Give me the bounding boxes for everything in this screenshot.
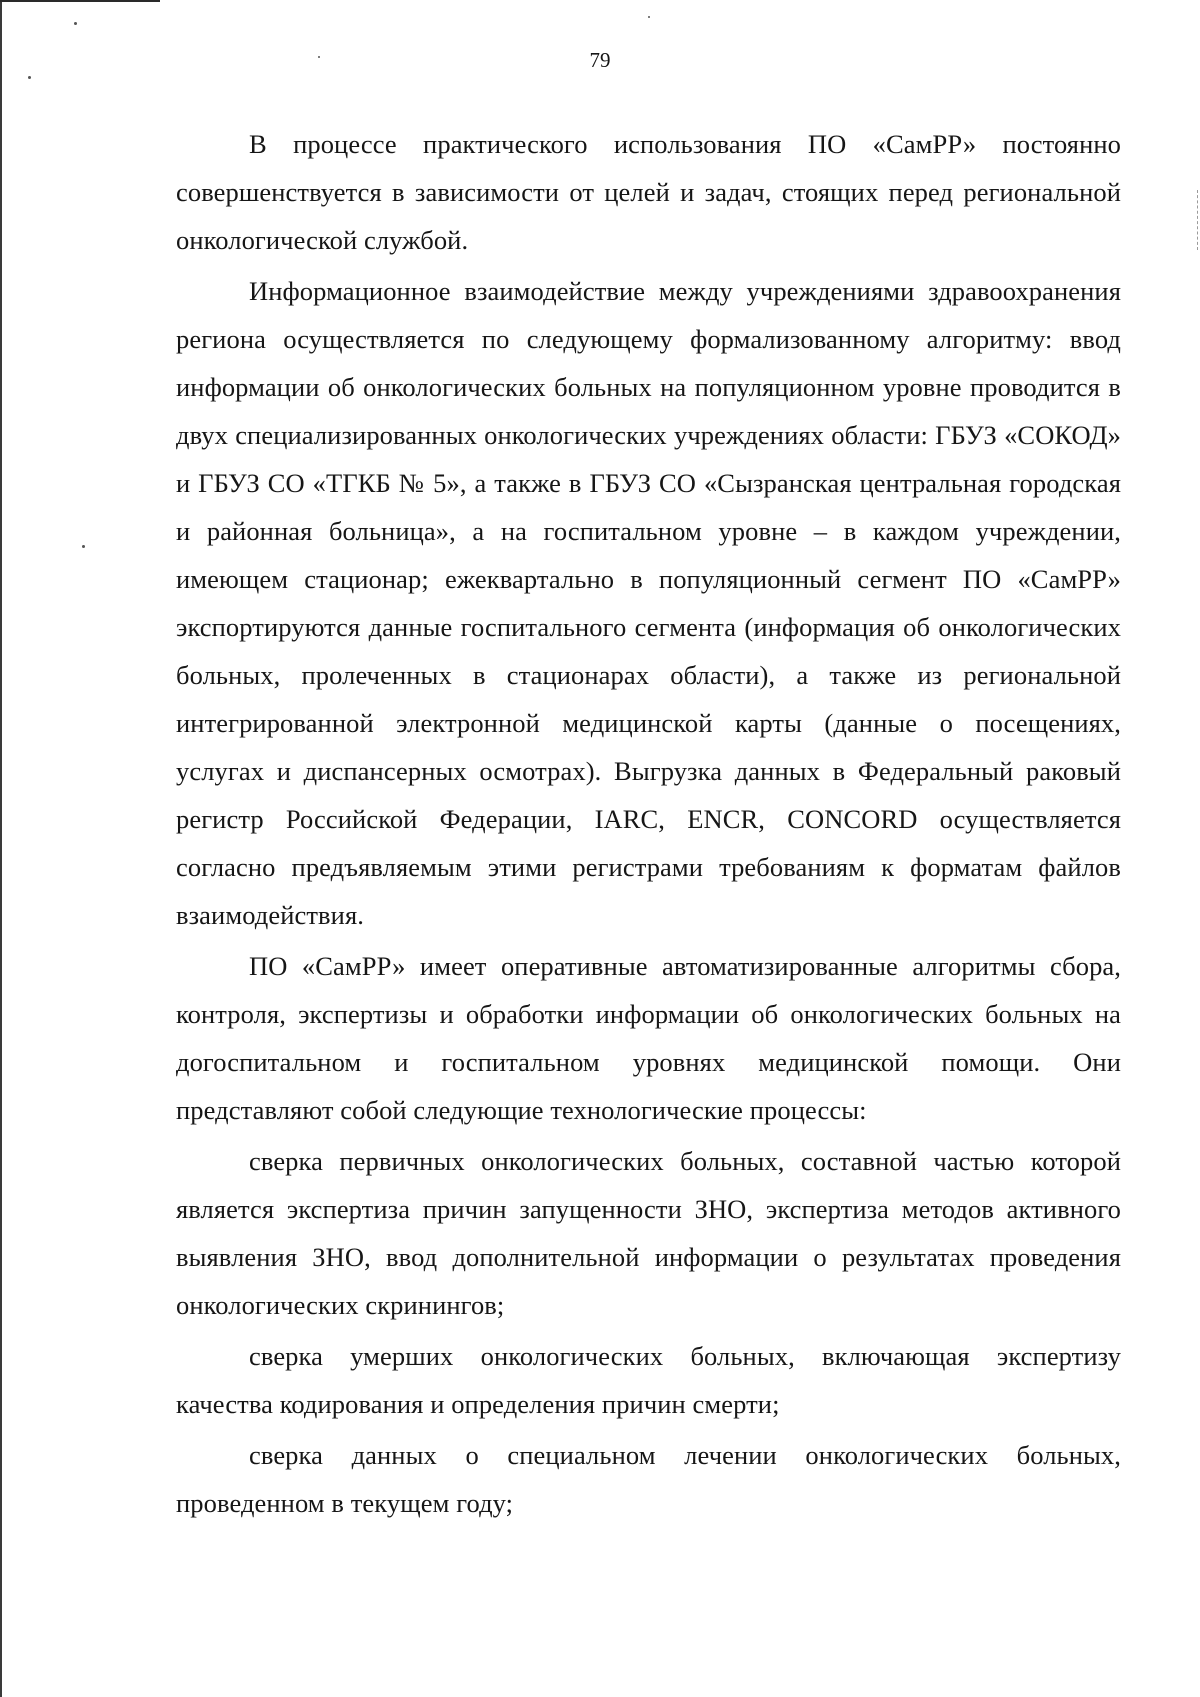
page-number: 79 (589, 48, 611, 72)
scan-speck (82, 545, 85, 548)
list-item: сверка умерших онкологических больных, включающая экспертизу качества кодирования и определения причин смерти; (176, 1341, 1121, 1419)
list-item: сверка первичных онкологических больных, составной частью которой является экспертиза причин запущенности ЗНО, экспертиза методов активного выявления ЗНО, ввод дополнительной информации о результатах проведения онкологических скринингов; (176, 1146, 1121, 1320)
scan-right-edge (1196, 190, 1198, 250)
paragraph: ПО «СамРР» имеет оперативные автоматизированные алгоритмы сбора, контроля, экспертизы и обработки информации об онкологических больных на догоспитальном и госпитальном уровнях медицинской помощи. Они представляют собой следующие технологические процессы: (176, 951, 1121, 1125)
paragraph: Информационное взаимодействие между учреждениями здравоохранения региона осуществляется по следующему формализованному алгоритму: ввод информации об онкологических больных на популяционном уровне проводится в двух специализированных онкологических учреждениях области: ГБУЗ «СОКОД» и ГБУЗ СО «ТГКБ № 5», а также в ГБУЗ СО «Сызранская центральная городская и районная больница», а на госпитальном уровне – в каждом учреждении, имеющем стационар; ежеквартально в популяционный сегмент ПО «СамРР» экспортируются данные госпитального сегмента (информация об онкологических больных, пролеченных в стационарах области), а также из региональной интегрированной электронной медицинской карты (данные о посещениях, услугах и диспансерных осмотрах). Выгрузка данных в Федеральный раковый регистр Российской Федерации, IARC, ENCR, CONCORD осуществляется согласно предъявляемым этими регистрами требованиям к форматам файлов взаимодействия. (176, 276, 1121, 930)
scan-speck (648, 16, 650, 18)
document-body (176, 120, 1121, 1530)
scan-top-edge (0, 0, 160, 2)
scan-speck (28, 76, 31, 79)
list-item: сверка данных о специальном лечении онкологических больных, проведенном в текущем году; (176, 1440, 1121, 1518)
scan-left-edge (0, 0, 2, 1697)
scan-speck (74, 22, 77, 25)
paragraph: В процессе практического использования ПО «СамРР» постоянно совершенствуется в зависимости от целей и задач, стоящих перед региональной онкологической службой. (176, 129, 1121, 255)
